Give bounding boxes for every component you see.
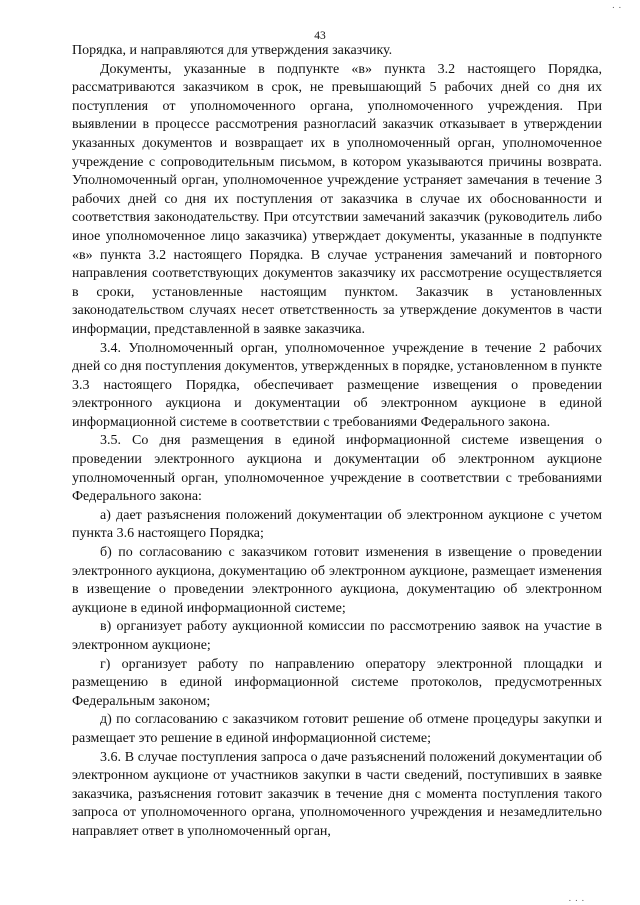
paragraph: а) дает разъяснения положений документации об электронном аукционе с учетом пункта 3.6 настоящего Порядка; <box>72 507 602 542</box>
paragraph: д) по согласованию с заказчиком готовит решение об отмене процедуры закупки и размещает это решение в единой информационной системе; <box>72 712 602 746</box>
paragraph: Документы, указанные в подпункте «в» пункта 3.2 настоящего Порядка, рассматриваются заказчиком в срок, не превышающий 5 рабочих дней со дня их поступления от уполномоченного органа, уполномоченного учреждения. При выявлении в процессе рассмотрения разногласий заказчик отказывает в утверждении указанных документов и возвращает их в уполномоченный орган, уполномоченное учреждение с сопроводительным письмом, в котором указываются причины возврата. Уполномоченный орган, уполномоченное учреждение устраняет замечания в течение 3 рабочих дней со дня их поступления от заказчика в случае их обоснованности и соответствия законодательству. При отсутствии замечаний заказчик (руководитель либо иное уполномоченное лицо заказчика) утверждает документы, указанные в подпункте «в» пункта 3.2 настоящего Порядка. В случае устранения замечаний и повторного направления соответствующих документов заказчику их рассмотрение осуществляется в сроки, установленные настоящим пунктом. Заказчик в установленных законодательством случаях несет ответственность за утверждение документов в части информации, представленной в заявке заказчика. <box>72 61 602 337</box>
paragraph: 3.4. Уполномоченный орган, уполномоченное учреждение в течение 2 рабочих дней со дня поступления документов, утвержденных в порядке, установленном в пункте 3.3 настоящего Порядка, обеспечивает размещение извещения о проведении электронного аукциона и документации об электронном аукционе в единой информационной системе в соответствии с требованиями Федерального закона. <box>72 340 602 430</box>
paragraph: Порядка, и направляются для утверждения заказчику. <box>72 43 393 58</box>
document-body <box>72 42 602 842</box>
scan-mark-bottom: . . . <box>568 893 585 903</box>
paragraph: г) организует работу по направлению оператору электронной площадки и размещению в единой информационной системе протоколов, предусмотренных Федеральным законом; <box>72 656 602 709</box>
paragraph: б) по согласованию с заказчиком готовит изменения в извещение о проведении электронного аукциона, документацию об электронном аукционе, размещает изменения в извещение о проведении электронного аукциона, документацию об электронном аукционе в единой информационной системе; <box>72 545 602 616</box>
paragraph: в) организует работу аукционной комиссии по рассмотрению заявок на участие в электронном аукционе; <box>72 619 602 653</box>
scan-mark-top: . . <box>612 0 622 10</box>
paragraph: 3.5. Со дня размещения в единой информационной системе извещения о проведении электронного аукциона и документации об электронном аукционе уполномоченный орган, уполномоченное учреждение в соответствии с требованиями Федерального закона: <box>72 433 602 505</box>
page-number: 43 <box>314 30 326 42</box>
paragraph: 3.6. В случае поступления запроса о даче разъяснений положений документации об электронном аукционе от участников закупки в части сведений, поступивших в заявке заказчика, разъяснения готовит заказчик в течение дня с момента поступления такого запроса от уполномоченного органа, уполномоченного учреждения и незамедлительно направляет ответ в уполномоченный орган, <box>72 749 602 839</box>
